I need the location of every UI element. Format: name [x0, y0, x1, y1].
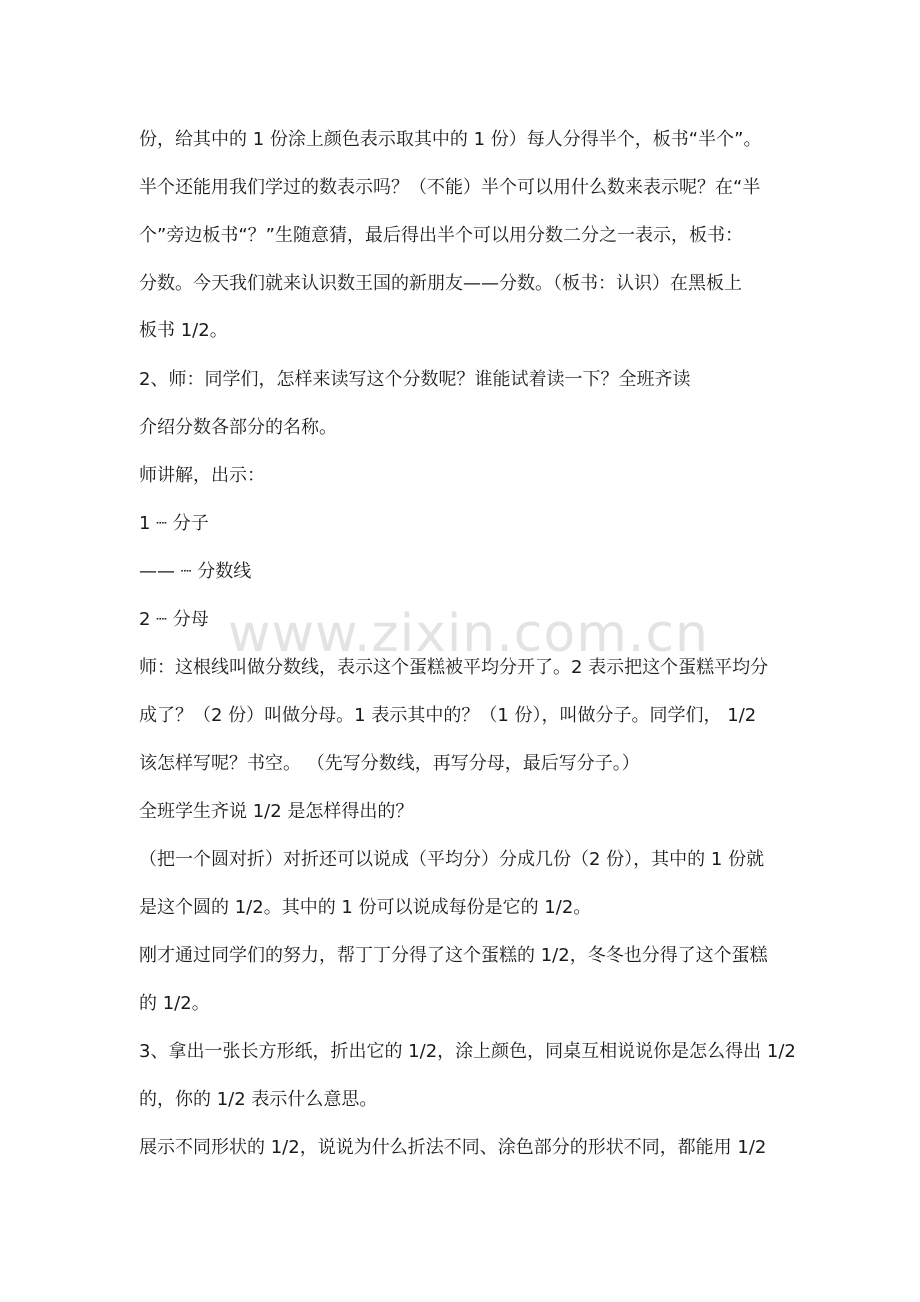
text-line: 个”旁边板书“？”生随意猜，最后得出半个可以用分数二分之一表示，板书： [139, 225, 743, 246]
text-line: 展示不同形状的 1/2，说说为什么折法不同、涂色部分的形状不同，都能用 1/2 [139, 1137, 767, 1158]
text-line: 的，你的 1/2 表示什么意思。 [139, 1089, 378, 1110]
fraction-numerator-line: 1 ┈ 分子 [139, 513, 209, 534]
text-line: 师讲解，出示： [139, 465, 265, 486]
text-line: 刚才通过同学们的努力，帮丁丁分得了这个蛋糕的 1/2，冬冬也分得了这个蛋糕 [139, 945, 768, 966]
text-line: 全班学生齐说 1/2 是怎样得出的？ [139, 801, 414, 822]
text-line: 是这个圆的 1/2。其中的 1 份可以说成每份是它的 1/2。 [139, 897, 592, 918]
text-line: 半个还能用我们学过的数表示吗？（不能）半个可以用什么数来表示呢？在“半 [139, 177, 761, 198]
text-line: 的 1/2。 [139, 993, 210, 1014]
text-line: 该怎样写呢？书空。 （先写分数线，再写分母，最后写分子。） [139, 753, 640, 774]
text-line: 3、拿出一张长方形纸，折出它的 1/2，涂上颜色，同桌互相说说你是怎么得出 1/2 [139, 1041, 796, 1062]
fraction-line-label: —— ┈ 分数线 [139, 561, 252, 582]
watermark: www.zixin.com.cn [228, 604, 709, 664]
text-line: 份，给其中的 1 份涂上颜色表示取其中的 1 份）每人分得半个，板书“半个”。 [139, 129, 762, 150]
text-line: 2、师：同学们，怎样来读写这个分数呢？谁能试着读一下？全班齐读 [139, 369, 691, 390]
text-line: （把一个圆对折）对折还可以说成（平均分）分成几份（2 份），其中的 1 份就 [139, 849, 765, 870]
text-line: 成了？（2 份）叫做分母。1 表示其中的？（1 份），叫做分子。同学们， 1/2 [139, 705, 757, 726]
text-line: 介绍分数各部分的名称。 [139, 417, 337, 438]
text-line: 板书 1/2。 [139, 320, 228, 341]
text-line: 分数。今天我们就来认识数王国的新朋友——分数。（板书：认识）在黑板上 [139, 273, 742, 294]
text-line: 师：这根线叫做分数线，表示这个蛋糕被平均分开了。2 表示把这个蛋糕平均分 [139, 657, 769, 678]
fraction-denominator-line: 2 ┈ 分母 [139, 609, 209, 630]
